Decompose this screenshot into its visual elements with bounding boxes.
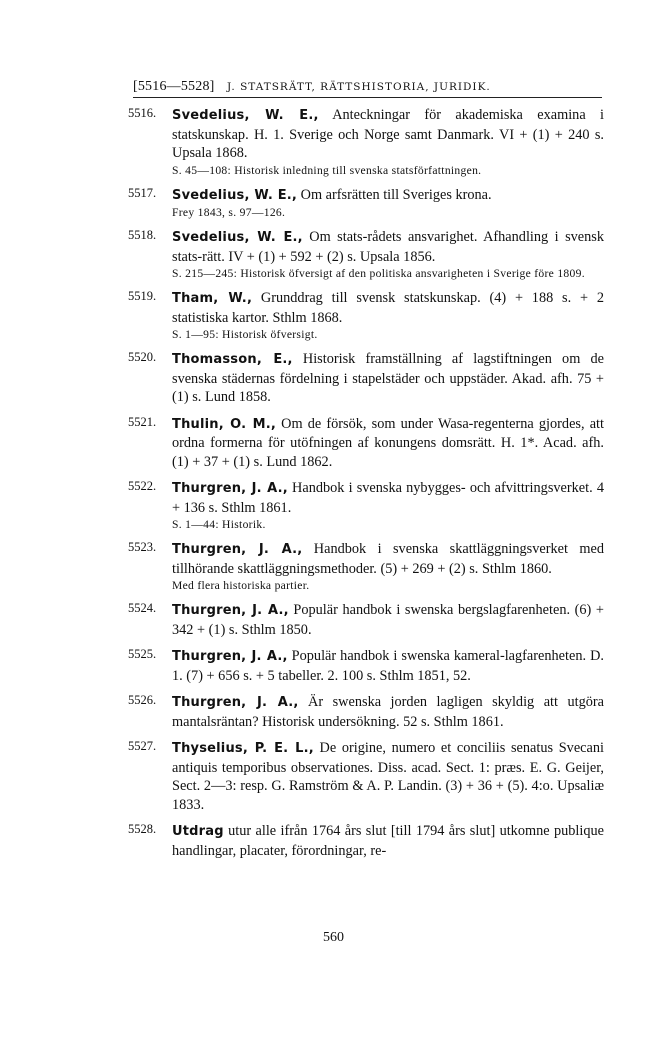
entry-text — [172, 540, 604, 578]
entry-title: utur alle ifrån 1764 års slut [till 1794 års slut] utkomne publique handlingar, placater, förordningar, re- — [172, 823, 604, 859]
entry-number: 5528. — [128, 822, 157, 836]
entry-title: Om stats-rådets ansvarighet. Afhandling i svensk stats-rätt. IV + (1) + 592 + (2) s. Upsala 1856. — [172, 229, 604, 265]
entry-text — [172, 228, 604, 266]
bibliography-entry — [128, 350, 604, 407]
entry-author: Thurgren, J. A., — [172, 542, 303, 557]
entry-author: Tham, W., — [172, 291, 253, 306]
entry-number: 5523. — [128, 540, 157, 554]
entry-number: 5522. — [128, 479, 157, 493]
bibliography-entry — [128, 289, 604, 342]
bibliography-entry — [128, 822, 604, 860]
entry-text — [172, 601, 604, 639]
entry-number: 5521. — [128, 414, 157, 429]
entry-number: 5518. — [128, 228, 157, 242]
entry-author: Thurgren, J. A., — [172, 603, 289, 618]
entry-title: Om de försök, som under Wasa-regenterna gjordes, att ordna formerna för utöfningen af konungens domsrätt. H. 1*. Acad. afh. (1) + 37 + (1) s. Lund 1862. — [172, 415, 604, 470]
entry-author: Thurgren, J. A., — [172, 481, 288, 496]
bibliography-entry — [128, 228, 604, 281]
entry-author: Thurgren, J. A., — [172, 649, 288, 664]
entry-note: Frey 1843, s. 97—126. — [172, 206, 286, 219]
bibliography-entry — [128, 106, 604, 178]
entry-title: Handbok i svenska nybygges- och afvittringsverket. 4 + 136 s. Sthlm 1861. — [172, 480, 604, 516]
entry-number: 5524. — [128, 601, 157, 615]
entry-title: Populär handbok i swenska bergslagfarenheten. (6) + 342 + (1) s. Sthlm 1850. — [172, 602, 604, 638]
entry-author: Svedelius, W. E., — [172, 230, 303, 245]
entry-author: Thomasson, E., — [172, 352, 293, 367]
entry-note: S. 215—245: Historisk öfversigt af den politiska ansvarigheten i Sverige före 1809. — [172, 267, 585, 280]
entry-number: 5526. — [128, 693, 157, 707]
section-title: J. STATSRÄTT, RÄTTSHISTORIA, JURIDIK. — [227, 81, 491, 93]
bibliography-entry — [128, 479, 604, 532]
entry-author: Utdrag — [172, 824, 224, 839]
entry-text — [172, 186, 604, 206]
entry-author: Svedelius, W. E., — [172, 108, 319, 123]
entry-text — [172, 415, 604, 472]
entry-title: Grunddrag till svensk statskunskap. (4) + 188 s. + 2 statistiska kartor. Sthlm 1868. — [172, 290, 604, 326]
entry-text — [172, 106, 604, 163]
entry-title: Om arfsrätten till Sveriges krona. — [297, 186, 492, 203]
entry-number: 5519. — [128, 289, 157, 303]
entry-title: Handbok i svenska skattläggningsverket med tillhörande skattläggningsmethoder. (5) + 269 + (2) s. Sthlm 1860. — [172, 541, 604, 577]
bibliography-entry — [128, 540, 604, 593]
entry-note: S. 1—44: Historik. — [172, 518, 266, 531]
entry-title: Populär handbok i swenska kameral-lagfarenheten. D. 1. (7) + 656 s. + 5 tabeller. 2. 100 s. Sthlm 1851, 52. — [172, 648, 604, 684]
entry-author: Thurgren, J. A., — [172, 695, 299, 710]
entry-text — [172, 647, 604, 685]
entry-range: [5516—5528] — [133, 79, 215, 94]
entry-number: 5525. — [128, 647, 157, 661]
entry-title: De origine, numero et conciliis senatus Svecani antiquis temporibus observationes. Diss. acad. Sect. 1: præs. E. G. Geijer, Sect. 2—3: resp. G. Ramström & A. P. Landin. (3) + 36 + (5). 4:o. Upsaliæ 1833. — [172, 740, 604, 813]
entry-author: Thyselius, P. E. L., — [172, 741, 314, 756]
entry-title: Är swenska jorden lagligen skyldig att utgöra mantalsräntan? Historisk undersökning. 52 s. Sthlm 1861. — [172, 694, 604, 730]
entry-text — [172, 693, 604, 731]
entry-author: Svedelius, W. E., — [172, 187, 298, 203]
entry-note: S. 1—95: Historisk öfversigt. — [172, 328, 318, 341]
entry-title: Anteckningar för akademiska examina i statskunskap. H. 1. Sverige och Norge samt Danmark. VI + (1) + 240 s. Upsala 1868. — [172, 107, 604, 161]
bibliography-entry — [128, 739, 604, 814]
entry-text — [172, 739, 604, 814]
bibliography-entry — [128, 693, 604, 731]
page-number: 560 — [323, 930, 344, 945]
bibliography-entry — [128, 647, 604, 685]
entry-text — [172, 289, 604, 327]
entry-number: 5527. — [128, 739, 157, 753]
bibliography-entry — [128, 186, 604, 221]
entry-list — [128, 106, 604, 868]
header-rule — [133, 97, 602, 98]
running-header — [133, 78, 603, 95]
entry-note: Med flera historiska partier. — [172, 579, 310, 592]
entry-number: 5517. — [128, 185, 157, 200]
entry-author: Thulin, O. M., — [172, 416, 276, 432]
bibliography-entry — [128, 415, 604, 472]
entry-text — [172, 479, 604, 517]
entry-number: 5516. — [128, 106, 157, 120]
entry-title: Historisk framställning af lagstiftningen om de svenska städernas fördelning i stapelstäder och uppstäder. Akad. afh. 75 + (1) s. Lund 1858. — [172, 351, 605, 405]
bibliography-entry — [128, 601, 604, 639]
entry-number: 5520. — [128, 350, 157, 364]
entry-text — [172, 350, 604, 407]
entry-text — [172, 822, 604, 860]
entry-note: S. 45—108: Historisk inledning till svenska statsförfattningen. — [172, 163, 482, 177]
